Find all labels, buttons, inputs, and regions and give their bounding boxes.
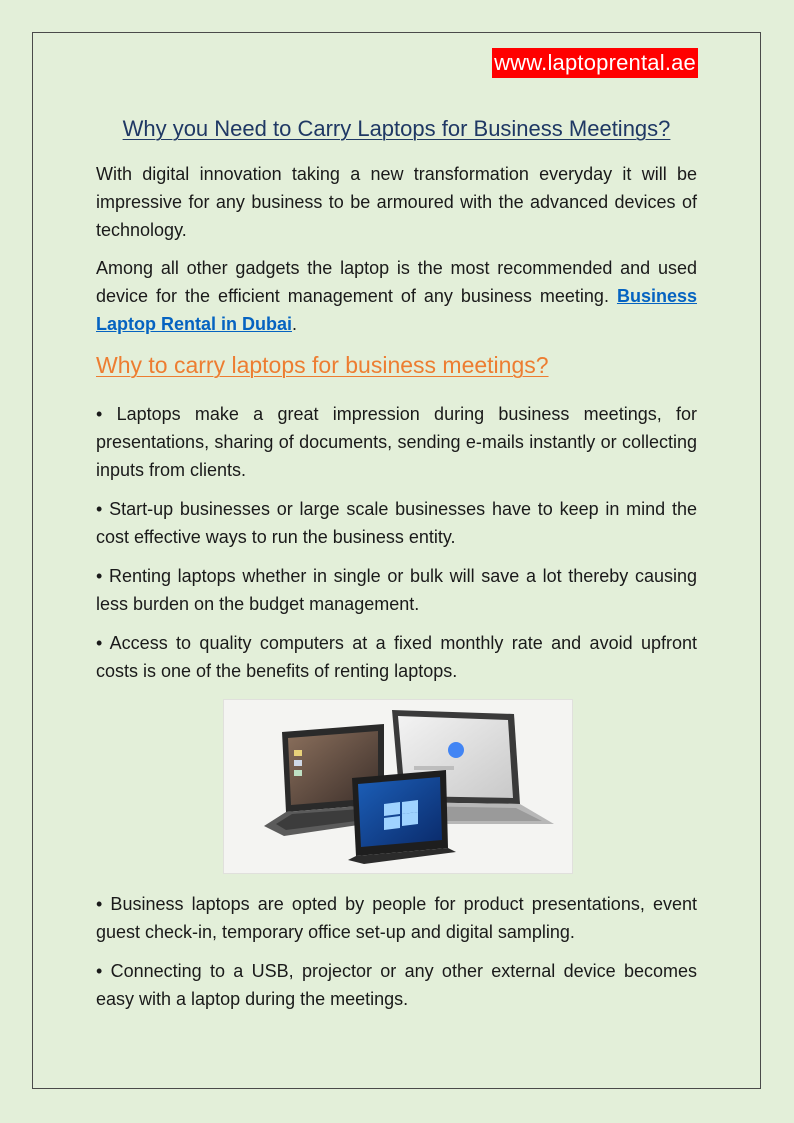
link-suffix: . [292, 314, 298, 334]
bullet-item: • Access to quality computers at a fixed monthly rate and avoid upfront costs is one of the benefits of renting laptops. [96, 633, 697, 681]
intro-paragraph-2-text: Among all other gadgets the laptop is the most recommended and used device for the efficient management of any business meeting. [96, 258, 697, 306]
laptop-front-icon [348, 770, 456, 864]
laptops-image [223, 699, 573, 874]
bullet-item: • Laptops make a great impression during business meetings, for presentations, sharing of documents, sending e-mails instantly or collecting inputs from clients. [96, 404, 697, 480]
intro-paragraph-1: With digital innovation taking a new transformation everyday it will be impressive for any business to be armoured with the advanced devices of technology. [96, 164, 697, 240]
laptops-illustration [224, 700, 572, 873]
bullet-item: • Business laptops are opted by people for product presentations, event guest check-in, temporary office set-up and digital sampling. [96, 894, 697, 942]
website-url-link[interactable]: www.laptoprental.ae [492, 48, 698, 78]
bullet-item: • Connecting to a USB, projector or any other external device becomes easy with a laptop during the meetings. [96, 961, 697, 1009]
page-title: Why you Need to Carry Laptops for Business Meetings? [122, 116, 671, 141]
bullet-item: • Start-up businesses or large scale businesses have to keep in mind the cost effective ways to run the business entity. [96, 499, 697, 547]
section-heading: Why to carry laptops for business meetings? [96, 352, 549, 378]
business-laptop-rental-link[interactable]: Business Laptop Rental in Dubai [96, 286, 697, 334]
bullet-item: • Renting laptops whether in single or bulk will save a lot thereby causing less burden on the budget management. [96, 566, 697, 614]
document-body [96, 112, 697, 1024]
intro-paragraph-2 [96, 254, 697, 338]
